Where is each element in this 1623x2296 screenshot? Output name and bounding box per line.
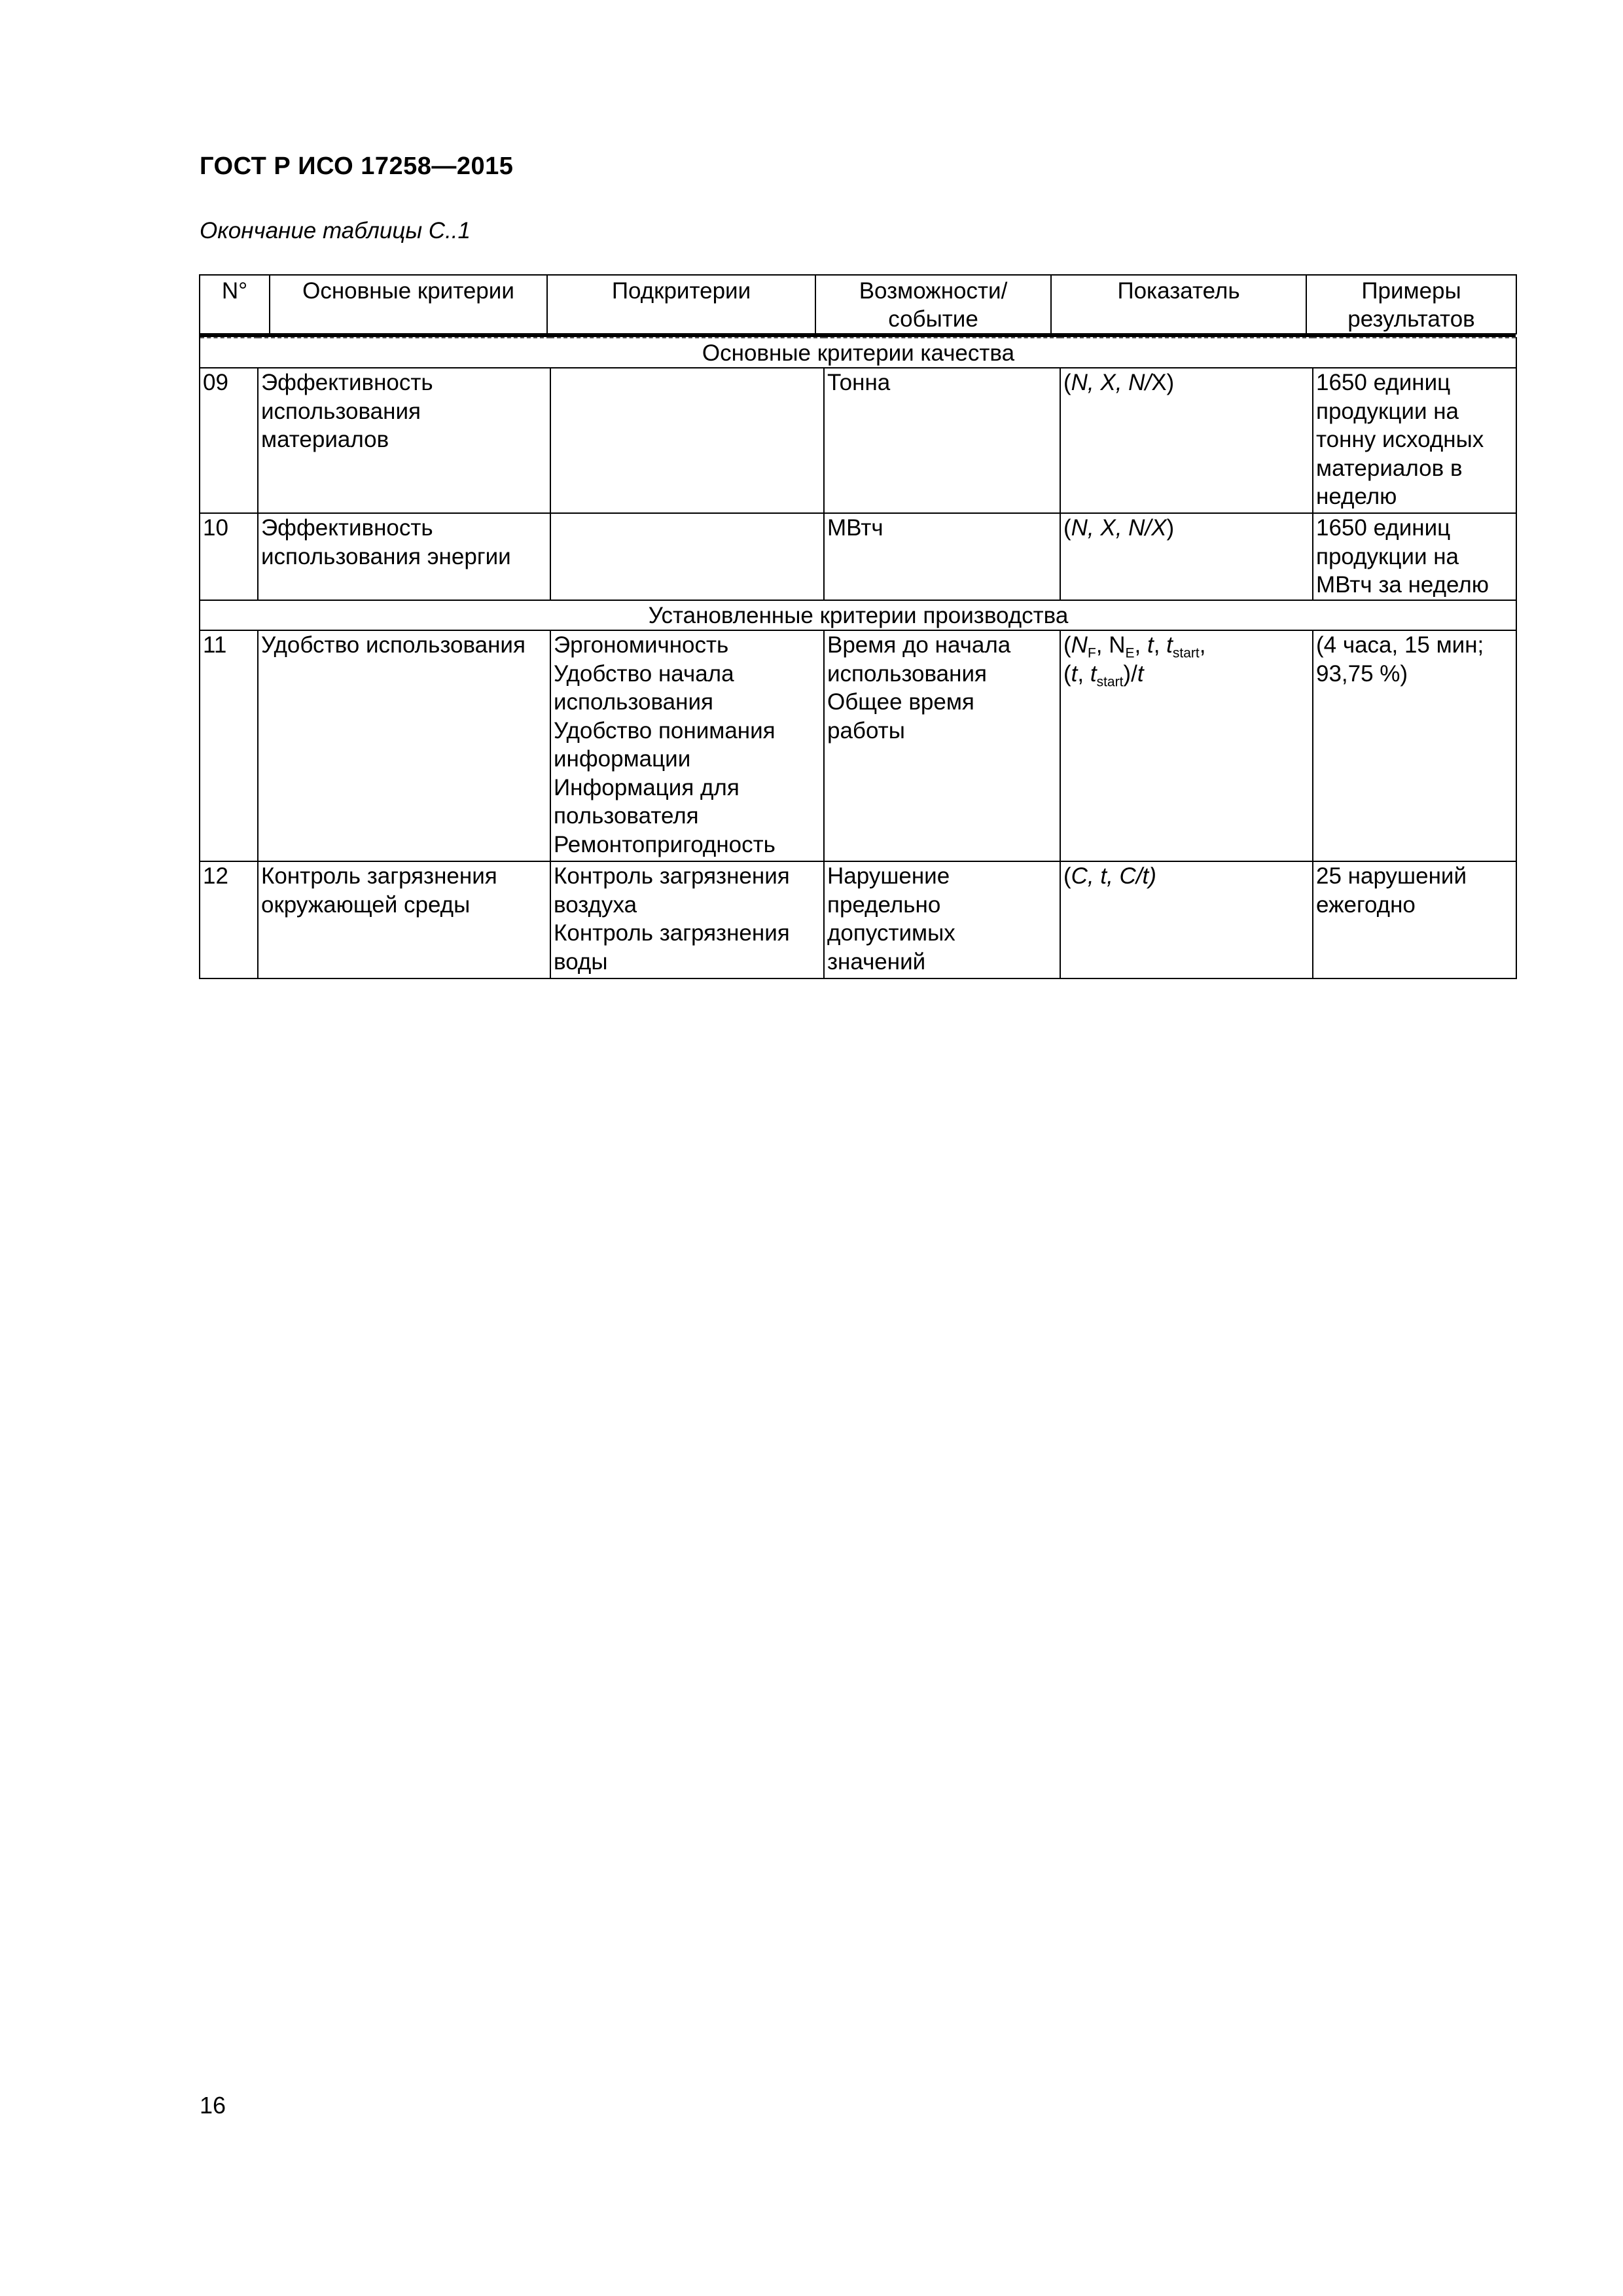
criterion-cell: Удобство использования bbox=[258, 630, 550, 861]
results-cell: 1650 единиц продукции на МВтч за неделю bbox=[1313, 513, 1516, 600]
column-header-results: Примеры результатов bbox=[1306, 275, 1516, 334]
section-title: Установленные критерии производства bbox=[200, 600, 1516, 630]
column-header-event: Возможности/ событие bbox=[815, 275, 1051, 334]
column-header-subcriteria: Подкритерии bbox=[547, 275, 815, 334]
criteria-table bbox=[199, 337, 1517, 979]
indicator-cell: (C, t, C/t) bbox=[1060, 861, 1313, 978]
event-cell: Нарушение предельно допустимых значений bbox=[824, 861, 1060, 978]
criterion-cell: Эффективность использования материалов bbox=[258, 368, 550, 513]
table-row bbox=[200, 861, 1516, 978]
results-cell: 25 нарушений ежегодно bbox=[1313, 861, 1516, 978]
column-header-indicator: Показатель bbox=[1051, 275, 1306, 334]
table-header bbox=[199, 274, 1517, 334]
indicator-cell: ($N_F$, $N_E$, t, $t_{start}$, (t, $t_{start})/t$ bbox=[1060, 630, 1313, 861]
criterion-cell: Контроль загрязнения окружающей среды bbox=[258, 861, 550, 978]
indicator-cell: (N, X, N/X) bbox=[1060, 368, 1313, 513]
criterion-cell: Эффективность использования энергии bbox=[258, 513, 550, 600]
table-row bbox=[200, 368, 1516, 513]
event-cell: Время до начала использования Общее время работы bbox=[824, 630, 1060, 861]
table-row bbox=[200, 513, 1516, 600]
event-cell: Тонна bbox=[824, 368, 1060, 513]
section-row bbox=[200, 338, 1516, 368]
document-code: ГОСТ Р ИСО 17258—2015 bbox=[200, 152, 514, 180]
results-cell: 1650 единиц продукции на тонну исходных материалов в неделю bbox=[1313, 368, 1516, 513]
column-header-criteria: Основные критерии bbox=[270, 275, 547, 334]
subcriteria-cell bbox=[550, 513, 824, 600]
section-title: Основные критерии качества bbox=[200, 338, 1516, 368]
row-number: 12 bbox=[200, 861, 258, 978]
header-row bbox=[200, 275, 1516, 334]
row-number: 10 bbox=[200, 513, 258, 600]
column-header-number: N° bbox=[200, 275, 270, 334]
subcriteria-cell: Эргономичность Удобство начала использования Удобство понимания информации Информация для пользователя Ремонтопригодность bbox=[550, 630, 824, 861]
subcriteria-cell bbox=[550, 368, 824, 513]
indicator-cell: (N, X, N/X) bbox=[1060, 513, 1313, 600]
event-cell: МВтч bbox=[824, 513, 1060, 600]
section-row bbox=[200, 600, 1516, 630]
table-row bbox=[200, 630, 1516, 861]
row-number: 11 bbox=[200, 630, 258, 861]
page-number: 16 bbox=[200, 2092, 226, 2119]
subcriteria-cell: Контроль загрязнения воздуха Контроль загрязнения воды bbox=[550, 861, 824, 978]
row-number: 09 bbox=[200, 368, 258, 513]
table-caption: Окончание таблицы С..1 bbox=[200, 218, 471, 243]
results-cell: (4 часа, 15 мин; 93,75 %) bbox=[1313, 630, 1516, 861]
